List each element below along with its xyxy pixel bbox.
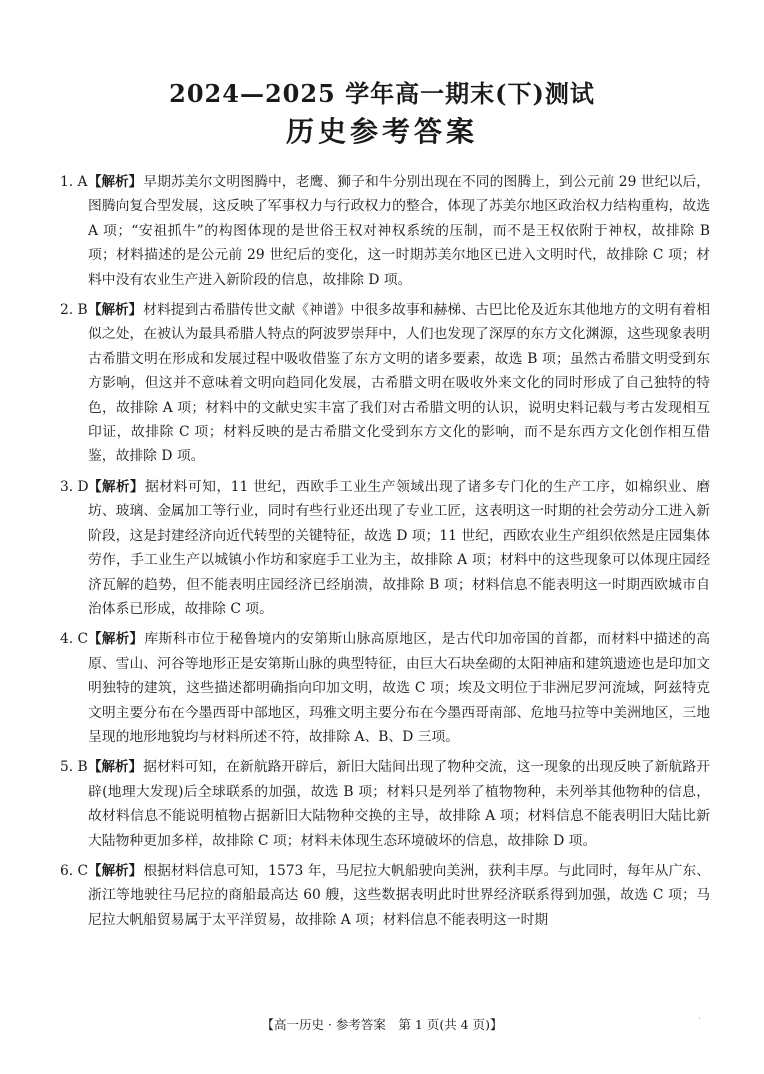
answer-list bbox=[60, 170, 710, 938]
answer-number: 4. C bbox=[60, 631, 89, 648]
answer-item-4 bbox=[60, 627, 710, 749]
answer-number: 5. B bbox=[60, 759, 88, 776]
answer-text: 据材料可知，11 世纪，西欧手工业生产领域出现了诸多专门化的生产工序，如棉织业、磨坊、玻璃、金属加工等行业，同时有些行业还出现了专业工匠，这表明这一时期的社会劳动分工进入新阶段，这是封建经济向近代转型的关键特征，故选 D 项；11 世纪，西欧农业生产组织依然是庄园集体劳作，手工业生产以城镇小作坊和家庭手工业为主，故排除 A 项；材料中的这些现象可以体现庄园经济瓦解的趋势，但不能表明庄园经济已经崩溃，故排除 B 项；材料信息不能表明这一时期西欧城市自治体系已形成，故排除 C 项。 bbox=[88, 478, 710, 617]
answer-text: 材料提到古希腊传世文献《神谱》中很多故事和赫梯、古巴比伦及近东其他地方的文明有着相似之处，在被认为最具希腊人特点的阿波罗崇拜中，人们也发现了深厚的东方文化渊源，这些现象表明古希腊文明在形成和发展过程中吸收借鉴了东方文明的诸多要素，故选 B 项；虽然古希腊文明受到东方影响，但这并不意味着文明向趋同化发展，古希腊文明在吸收外来文化的同时形成了自己独特的特色，故排除 A 项；材料中的文献史实丰富了我们对古希腊文明的认识，说明史料记载与考古发现相互印证，故排除 C 项；材料反映的是古希腊文化受到东方文化的影响，而不是东西方文化创作相互借鉴，故排除 D 项。 bbox=[88, 302, 711, 465]
answer-item-5 bbox=[60, 755, 710, 853]
answer-item-2 bbox=[60, 298, 710, 469]
answer-text: 根据材料信息可知，1573 年，马尼拉大帆船驶向美洲，获利丰厚。与此同时，每年从广东、浙江等地驶往马尼拉的商船最高达 60 艘，这些数据表明此时世界经济联系得到加强，故选 C 项；马尼拉大帆船贸易属于太平洋贸易，故排除 A 项；材料信息不能表明这一时期 bbox=[88, 862, 711, 928]
page-footer: 【高一历史 · 参考答案 第 1 页(共 4 页)】 bbox=[261, 1017, 503, 1032]
answer-text: 据材料可知，在新航路开辟后，新旧大陆间出现了物种交流，这一现象的出现反映了新航路开辟(地理大发现)后全球联系的加强，故选 B 项；材料只是列举了植物物种，未列举其他物种的信息，故材料信息不能说明植物占据新旧大陆物种交换的主导，故排除 A 项；材料信息不能表明旧大陆比新大陆物种更加多样，故排除 C 项；材料未体现生态环境破坏的信息，故排除 D 项。 bbox=[88, 759, 711, 849]
answer-number: 6. C bbox=[60, 862, 89, 879]
page-title-subject: 历史参考答案 bbox=[285, 115, 478, 148]
analysis-tag: 【解析】 bbox=[88, 174, 143, 190]
answer-number: 2. B bbox=[60, 302, 88, 319]
analysis-tag: 【解析】 bbox=[88, 631, 144, 648]
analysis-tag: 【解析】 bbox=[88, 862, 143, 879]
answer-number: 1. A bbox=[60, 174, 88, 190]
answer-text: 早期苏美尔文明图腾中，老鹰、狮子和牛分别出现在不同的图腾上，到公元前 29 世纪以后，图腾向复合型发展，这反映了军事权力与行政权力的整合，体现了苏美尔地区政治权力结构重构，故选 A 项；“安祖抓牛”的构图体现的是世俗王权对神权系统的压制，而不是王权依附于神权，故排除 B 项；材料描述的是公元前 29 世纪后的变化，这一时期苏美尔地区已进入文明时代，故排除 C 项；材料中没有农业生产进入新阶段的信息，故排除 D 项。 bbox=[88, 174, 711, 288]
answer-item-1 bbox=[60, 170, 710, 292]
analysis-tag: 【解析】 bbox=[88, 478, 144, 495]
answer-item-3 bbox=[60, 475, 710, 621]
analysis-tag: 【解析】 bbox=[88, 302, 143, 319]
page-title-exam: 2024—2025 学年高一期末(下)测试 bbox=[169, 79, 595, 108]
answer-text: 库斯科市位于秘鲁境内的安第斯山脉高原地区，是古代印加帝国的首都，而材料中描述的高原、雪山、河谷等地形正是安第斯山脉的典型特征，由巨大石块垒砌的太阳神庙和建筑遗迹也是印加文明独特的建筑，这些描述都明确指向印加文明，故选 C 项；埃及文明位于非洲尼罗河流域，阿兹特克文明主要分布在今墨西哥中部地区，玛雅文明主要分布在今墨西哥南部、危地马拉等中美洲地区，三地呈现的地形地貌均与材料所述不符，故排除 A、B、D 三项。 bbox=[88, 631, 711, 745]
answer-item-6 bbox=[60, 859, 710, 932]
answer-number: 3. D bbox=[60, 478, 89, 495]
analysis-tag: 【解析】 bbox=[88, 759, 143, 776]
corner-mark: · bbox=[698, 1014, 701, 1024]
